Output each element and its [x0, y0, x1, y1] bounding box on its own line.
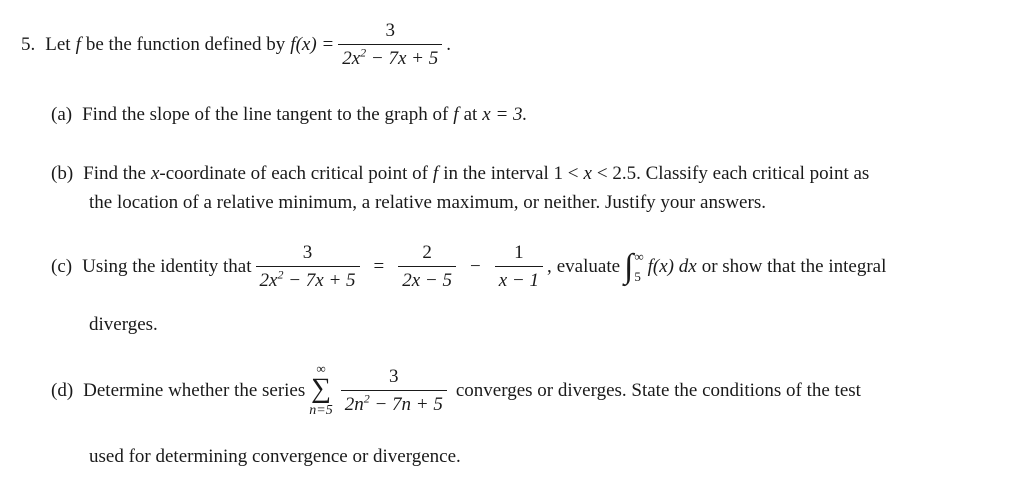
part-c-label: (c): [51, 256, 73, 277]
part-c-text3: or show that the integral: [701, 256, 887, 277]
identity-equals: =: [373, 256, 385, 277]
part-c-text2: evaluate: [556, 256, 621, 277]
part-d: [51, 362, 861, 420]
definition-numerator: 3: [385, 20, 395, 41]
identity-minus: −: [470, 256, 481, 277]
definition-denominator: $2x^2 - 7x + 5$: [338, 44, 442, 70]
part-a-text1: Find the slope of the line tangent to the graph of: [82, 104, 449, 125]
part-d-text1: Determine whether the series: [83, 380, 306, 401]
part-b-text3: in the interval 1 <: [443, 163, 579, 184]
series-term-fraction: $\frac{3}{2n^2 - 7n + 5}$: [341, 366, 447, 416]
f-of-x: f(x) =: [290, 34, 335, 55]
identity-comma: ,: [546, 256, 552, 277]
definition-fraction: [338, 20, 442, 70]
series-sum: ∞ ∑ n=5: [309, 361, 333, 418]
identity-term2-fraction: $\frac{1}{x - 1}$: [495, 242, 543, 292]
identity-lhs-fraction: $\frac{3}{2x^2 - 7x + 5}$: [256, 242, 360, 292]
part-b-f: f: [432, 163, 439, 184]
part-c: [51, 242, 886, 292]
part-a-f: f: [453, 104, 459, 125]
improper-integral: ∫ ∞ 5: [624, 248, 644, 285]
problem-statement: [21, 20, 451, 70]
part-d-text2: converges or diverges. State the conditions of the test: [455, 380, 861, 401]
part-b: [51, 163, 869, 185]
part-d-label: (d): [51, 380, 74, 401]
part-c-line2: diverges.: [89, 314, 158, 335]
part-b-text1: Find the: [83, 163, 146, 184]
part-c-text1: Using the identity that: [82, 256, 252, 277]
part-b-x2: x: [583, 163, 592, 184]
part-a-text2: at: [463, 104, 478, 125]
part-b-label: (b): [51, 163, 74, 184]
part-d-line2: used for determining convergence or divergence.: [89, 446, 461, 467]
part-a: [51, 104, 527, 126]
intro-mid-text: be the function defined by: [85, 34, 286, 55]
part-a-equation: x = 3.: [482, 104, 528, 125]
definition-period: .: [446, 34, 451, 55]
function-name: f: [75, 34, 81, 55]
part-b-x: x: [150, 163, 160, 184]
integrand: f(x) dx: [647, 256, 697, 277]
part-b-line2: the location of a relative minimum, a relative maximum, or neither. Justify your answers.: [89, 192, 766, 213]
problem-number: 5.: [21, 34, 36, 55]
part-b-text4: < 2.5. Classify each critical point as: [596, 163, 870, 184]
intro-text: Let: [45, 34, 71, 55]
part-a-label: (a): [51, 104, 73, 125]
part-b-text2: -coordinate of each critical point of: [159, 163, 428, 184]
identity-term1-fraction: $\frac{2}{2x - 5}$: [398, 242, 456, 292]
